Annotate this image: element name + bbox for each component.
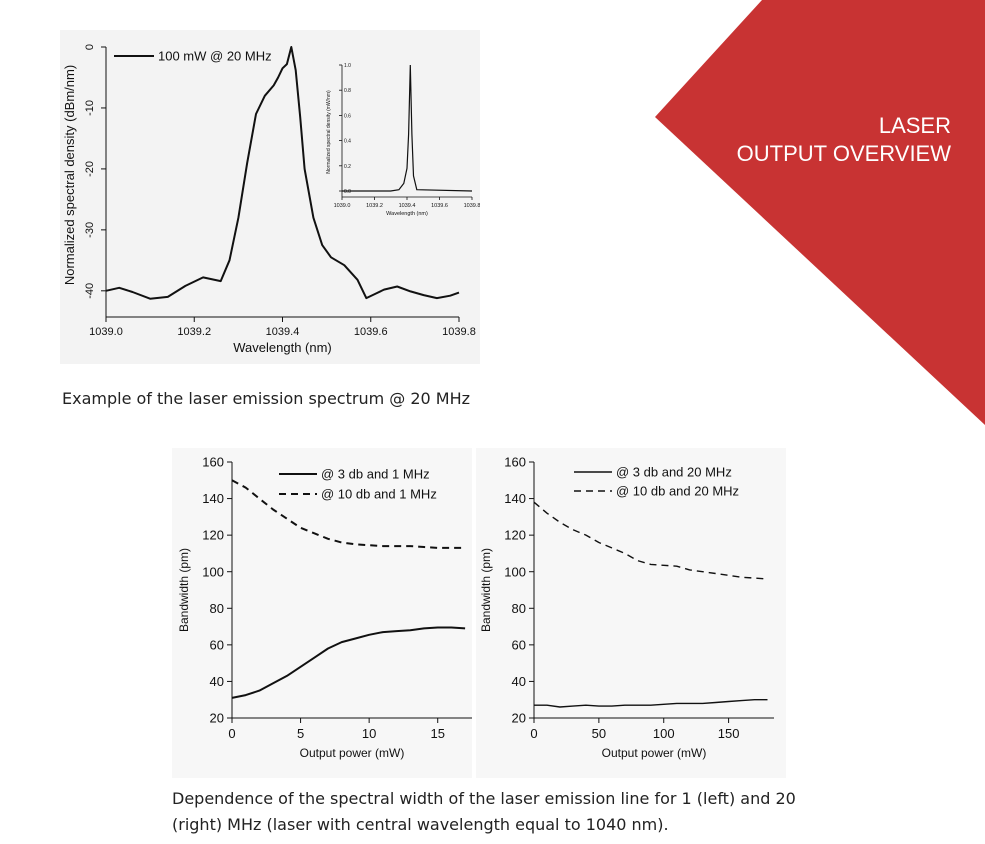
y-axis-label: Bandwidth (pm) [177,547,191,633]
y-axis-label: Normalized spectral density (dBm/nm) [62,64,77,286]
y-tick-label: -20 [84,160,97,177]
inset-y-tick-label: 1.0 [344,63,351,69]
y-tick-label: -10 [84,99,97,116]
x-tick-label: 50 [591,726,607,741]
bandwidth-chart-20mhz [476,448,786,778]
x-tick-label: 15 [430,726,445,741]
inset-x-tick-label: 1039.8 [463,203,480,209]
inset-y-tick-label: 0.0 [344,189,351,195]
y-tick-label: 0 [84,43,97,51]
inset-y-axis-label: Normalized spectral density (mW/nm) [326,90,332,174]
bandwidth-caption: Dependence of the spectral width of the laser emission line for 1 (left) and 20 (right) MHz (laser with central wavelength equal to 1040 nm). [172,789,796,834]
banner-title-line2: OUTPUT OVERVIEW [736,141,951,166]
spectrum-chart [60,30,480,364]
banner-title [651,112,951,168]
y-tick-label: 160 [504,454,526,470]
inset-x-tick-label: 1039.6 [431,203,448,209]
x-axis-label: Output power (mW) [299,746,405,760]
inset-y-tick-label: 0.6 [344,113,351,120]
y-tick-label: 160 [202,454,224,470]
legend-label-1: @ 3 db and 1 MHz [321,466,430,482]
x-tick-label: 0 [530,726,538,741]
y-tick-label: 100 [202,564,224,580]
y-tick-label: 20 [209,710,224,726]
x-tick-label: 1039.8 [442,326,476,338]
inset-x-tick-label: 1039.4 [398,203,416,209]
legend-label-1: @ 3 db and 20 MHz [616,464,732,480]
inset-x-tick-label: 1039.0 [333,203,351,209]
inset-y-tick-label: 0.8 [344,88,351,95]
bandwidth-chart-1mhz [172,448,472,778]
y-tick-label: 120 [202,527,224,543]
y-tick-label: 60 [511,637,526,653]
y-tick-label: 120 [504,527,526,543]
y-tick-label: -30 [84,221,97,238]
x-axis-label: Wavelength (nm) [233,340,332,355]
x-tick-label: 150 [717,726,740,741]
y-tick-label: 100 [504,564,526,580]
x-tick-label: 1039.2 [177,326,212,338]
y-tick-label: 80 [209,600,224,616]
banner-title-line1: LASER [878,113,951,138]
y-tick-label: 80 [511,600,526,616]
y-tick-label: 40 [511,673,526,689]
y-tick-label: 140 [202,491,224,507]
x-tick-label: 0 [228,726,236,741]
x-tick-label: 1039.0 [89,326,123,338]
x-tick-label: 1039.6 [353,326,388,338]
legend-label-2: @ 10 db and 20 MHz [616,483,740,499]
x-axis-label: Output power (mW) [601,746,707,760]
inset-y-tick-label: 0.4 [344,138,351,145]
y-tick-label: 60 [209,637,224,653]
x-tick-label: 10 [361,726,377,741]
y-tick-label: 140 [504,491,526,507]
legend-label-2: @ 10 db and 1 MHz [321,486,437,502]
y-tick-label: 40 [209,673,224,689]
y-tick-label: 20 [511,710,526,726]
inset-y-tick-label: 0.2 [344,163,351,170]
x-tick-label: 100 [652,726,675,741]
inset-x-axis-label: Wavelength (nm) [386,211,428,217]
y-axis-label: Bandwidth (pm) [479,547,493,633]
spectrum-caption: Example of the laser emission spectrum @ 20 MHz [62,389,471,408]
x-tick-label: 1039.4 [265,326,300,338]
legend-label-1: 100 mW @ 20 MHz [158,48,272,64]
x-tick-label: 5 [296,726,305,741]
y-tick-label: -40 [84,282,97,299]
inset-x-tick-label: 1039.2 [366,203,383,209]
